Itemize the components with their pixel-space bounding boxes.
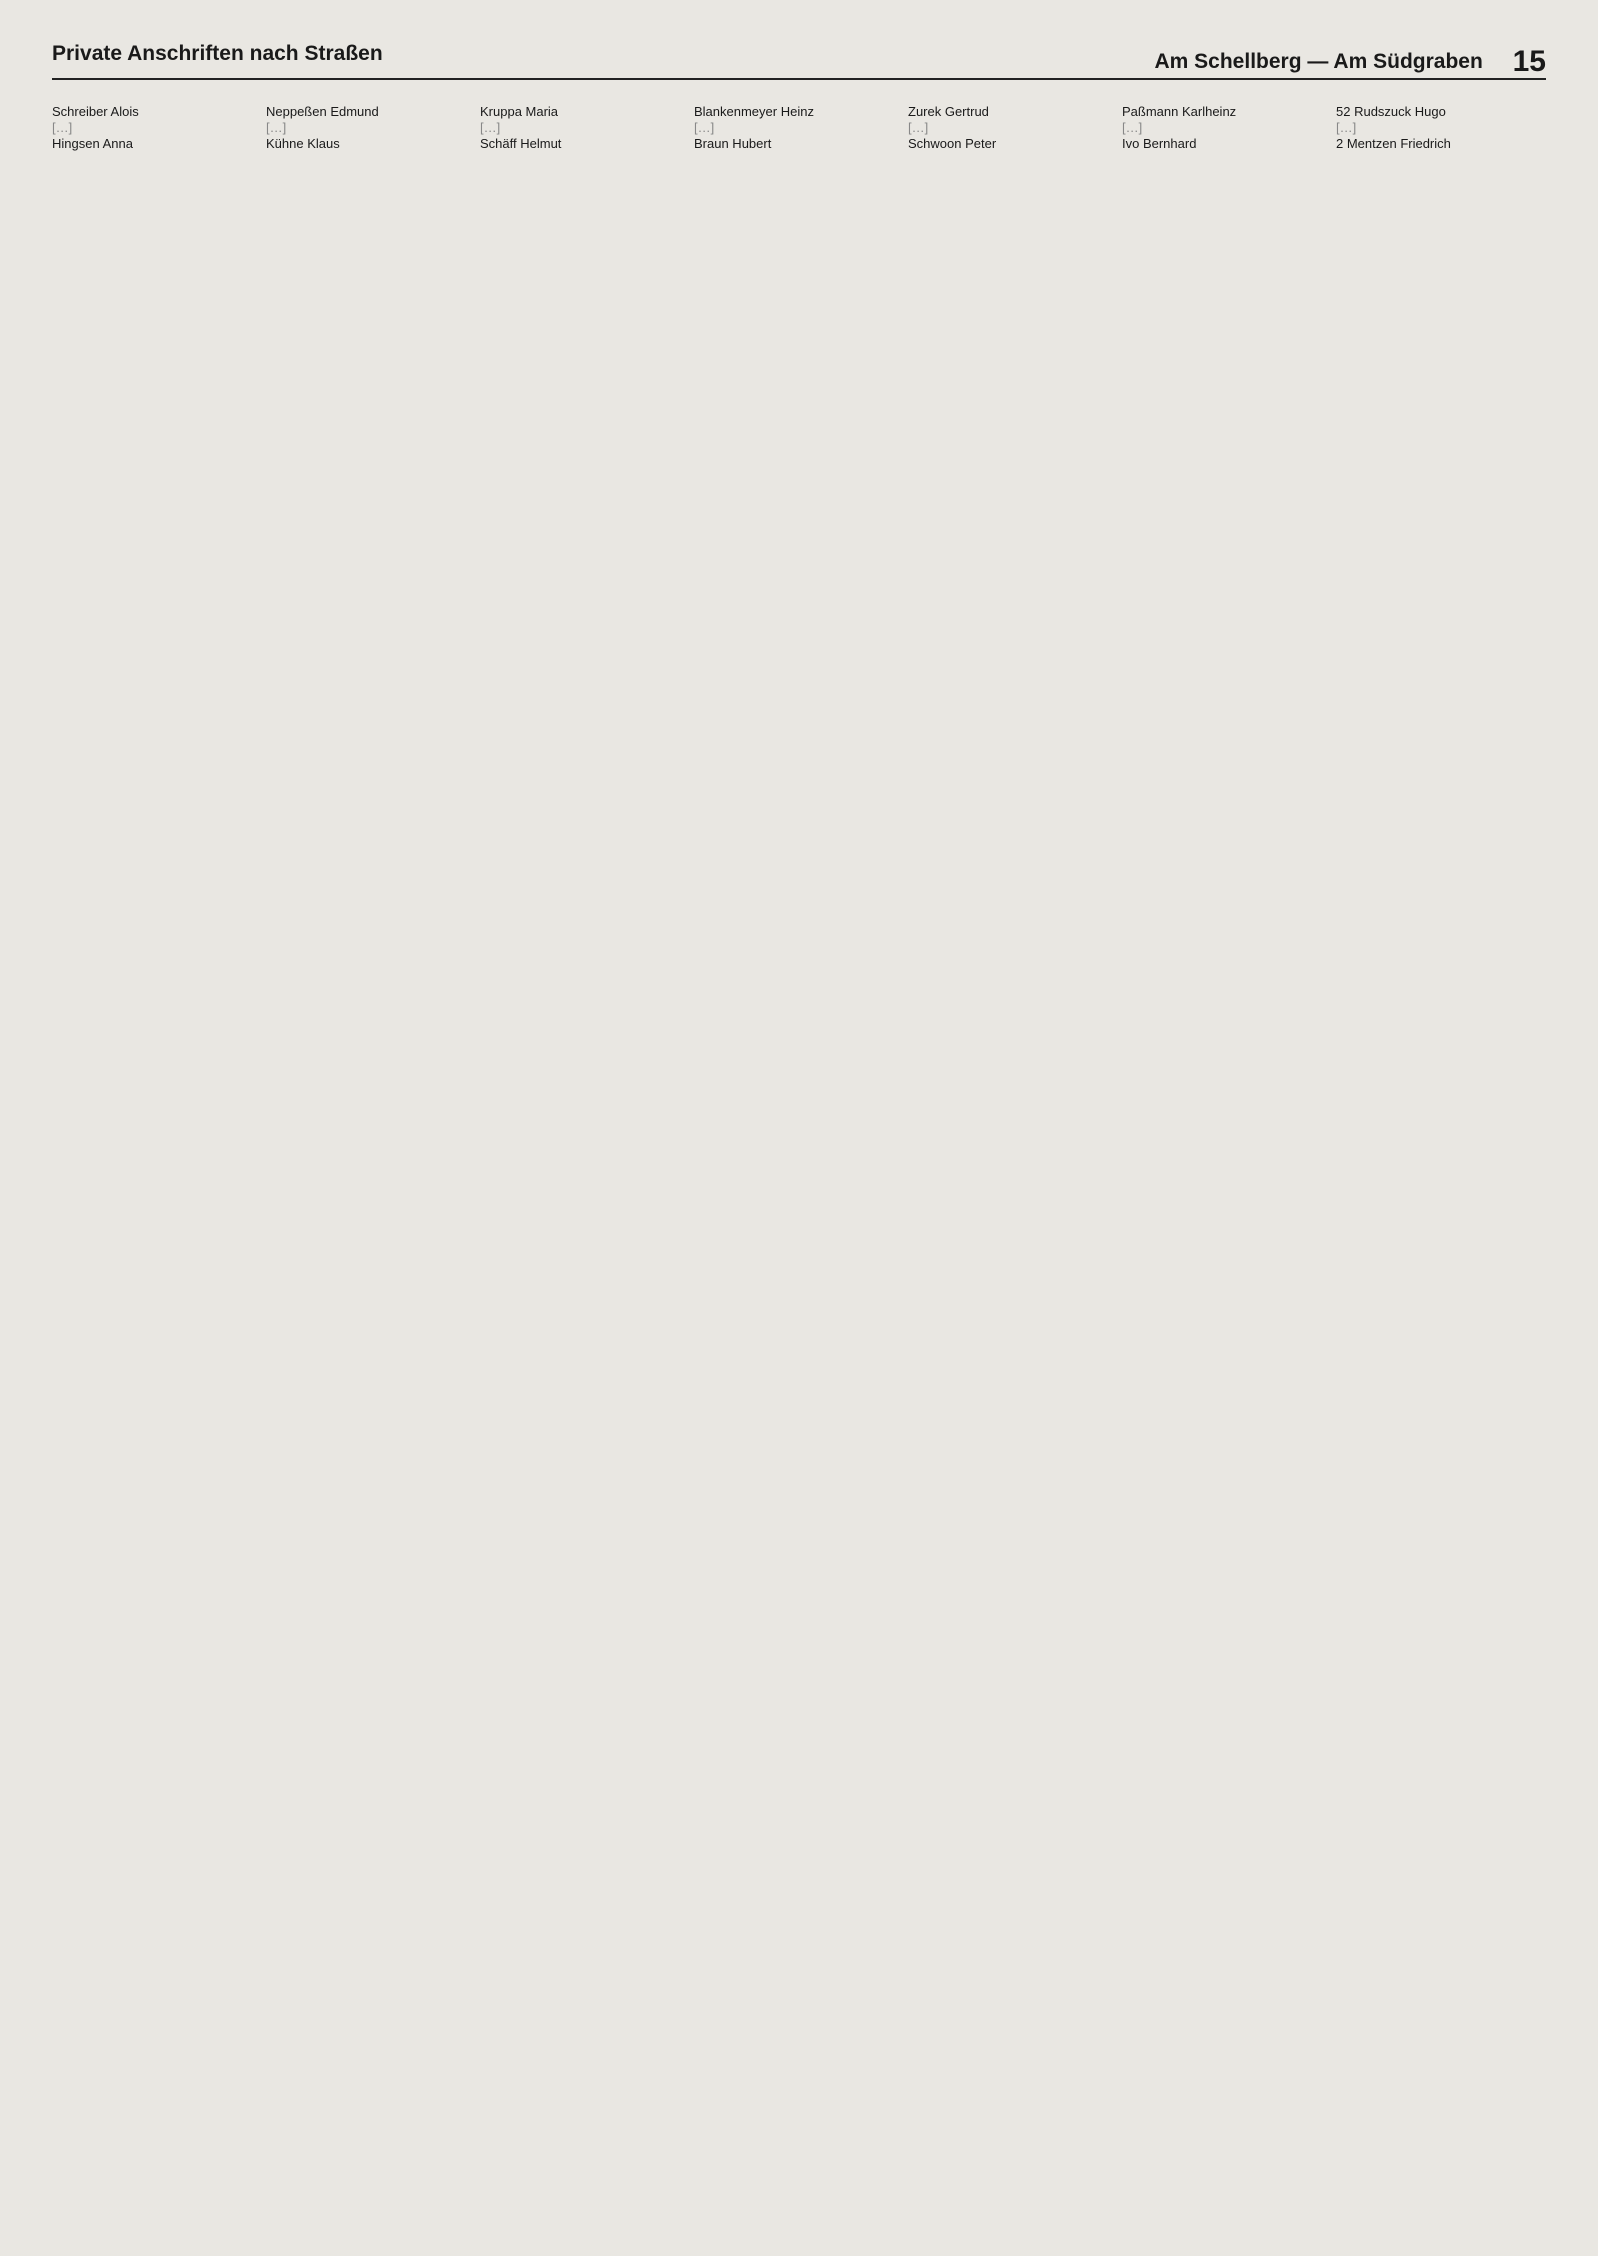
omitted-entries-marker: […] <box>694 120 715 135</box>
column-1 <box>52 104 258 2234</box>
omitted-entries-marker: […] <box>52 120 73 135</box>
omitted-entries-marker: […] <box>480 120 501 135</box>
column-5 <box>908 104 1114 2234</box>
entry-first: Neppeßen Edmund <box>266 104 379 119</box>
entry-first: Kruppa Maria <box>480 104 559 119</box>
omitted-entries-marker: […] <box>1122 120 1143 135</box>
omitted-entries-marker: […] <box>1336 120 1357 135</box>
page-header <box>52 30 1546 80</box>
entry-last: Hingsen Anna <box>52 136 133 151</box>
street-range-label: Am Schellberg — Am Südgraben <box>1154 50 1483 73</box>
entry-last: Schäff Helmut <box>480 136 562 151</box>
page-number: 15 <box>1512 45 1546 78</box>
omitted-entries-marker: […] <box>266 120 287 135</box>
directory-columns <box>52 104 1546 2234</box>
column-6 <box>1122 104 1328 2234</box>
entry-last: 2 Mentzen Friedrich <box>1336 136 1451 151</box>
column-3 <box>480 104 686 2234</box>
entry-first: 52 Rudszuck Hugo <box>1336 104 1446 119</box>
section-title: Private Anschriften nach Straßen <box>52 42 383 65</box>
omitted-entries-marker: […] <box>908 120 929 135</box>
entry-last: Schwoon Peter <box>908 136 997 151</box>
column-7 <box>1336 104 1542 2234</box>
street-range <box>1155 42 1547 76</box>
entry-last: Kühne Klaus <box>266 136 340 151</box>
entry-first: Paßmann Karlheinz <box>1122 104 1237 119</box>
entry-last: Braun Hubert <box>694 136 772 151</box>
entry-first: Schreiber Alois <box>52 104 139 119</box>
entry-first: Zurek Gertrud <box>908 104 989 119</box>
column-4 <box>694 104 900 2234</box>
entry-last: Ivo Bernhard <box>1122 136 1197 151</box>
entry-first: Blankenmeyer Heinz <box>694 104 814 119</box>
column-2 <box>266 104 472 2234</box>
